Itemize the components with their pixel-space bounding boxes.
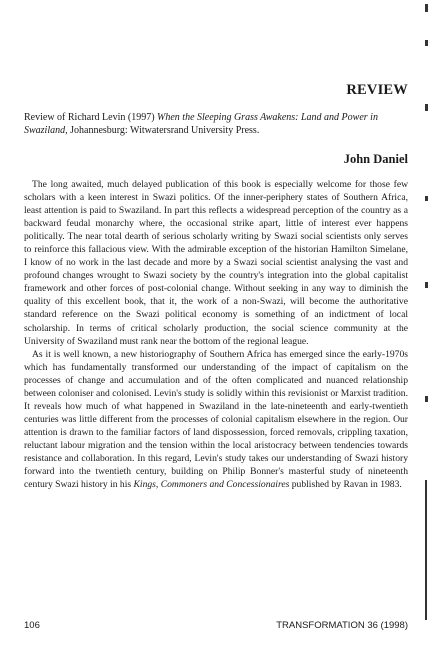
citation-prefix: Review of Richard Levin (1997) [24,112,158,123]
paragraph-2-end: published by Ravan in 1983. [289,479,402,491]
cited-book-title: Kings, Commoners and Concessionaires [133,479,290,491]
citation-suffix: Johannesburg: Witwatersrand University Press. [67,125,260,136]
review-citation [24,111,408,137]
paragraph-1: The long awaited, much delayed publication of this book is especially welcome for those few scholars with a keen interest in Swazi politics. Of the inner-periphery states of Southern Africa, least attention is paid to Swaziland. In part this reflects a widespread perception of the country as a backward feudal monarchy where, the occasional strike apart, little of interest ever happens politically. The near total dearth of serious scholarly writing by Swazi social scientists only serves to reinforce this fallacious view. With the admirable exception of the historian Hamilton Simelane, I know of no work in the last decade and more by a Swazi social scientist analysing the vast and profound changes wrought to Swazi society by the country's integration into the global capitalist framework and other forces of post-colonial change. Without seeking in any way to diminish the quality of this excellent book, that it, the work of a non-Swazi, will become the authoritative standard reference on the Swazi political economy is something of an indictment of local scholarship. In terms of critical scholarly production, the social science community at the University of Swaziland must rank near the bottom of the regional league. [24,179,408,347]
review-body [24,178,408,491]
scan-edge-mark [425,196,428,201]
paragraph-2-text: As it is well known, a new historiography of Southern Africa has emerged since the early-1970s which has fundamentally transformed our understanding of the impact of capitalism on the processes of change and accumulation and of the often complicated and nuanced relationship between coloniser and colonised. Levin's study is solidly within this revisionist or Marxist tradition. It reveals how much of what happened in Swaziland in the late-nineteenth and early-twentieth centuries was little different from the processes of colonial capitalism elsewhere in the region. Our attention is drawn to the familiar factors of land dispossession, forced removals, crippling taxation, reluctant labour migration and the tension within the local aristocracy between tendencies towards resistance and collaboration. In this regard, Levin's study takes our understanding of Swazi history forward into the twentieth century, building on Philip Bonner's masterful study of nineteenth century Swazi history in his [24,348,408,491]
scan-edge-mark [425,104,428,111]
scan-edge-mark [425,396,428,402]
journal-reference: TRANSFORMATION 36 (1998) [276,620,408,631]
book-title: When the Sleeping Grass Awakens: Land and Power in Swaziland, [24,112,378,136]
scan-edge-mark [425,480,427,620]
page-heading: REVIEW [346,82,408,98]
scan-edge-mark [425,40,428,46]
scan-edge-mark [425,282,428,288]
page-number: 106 [24,620,40,631]
author-name: John Daniel [343,152,408,166]
scan-edge-mark [425,4,428,12]
paragraph-2 [24,348,408,492]
